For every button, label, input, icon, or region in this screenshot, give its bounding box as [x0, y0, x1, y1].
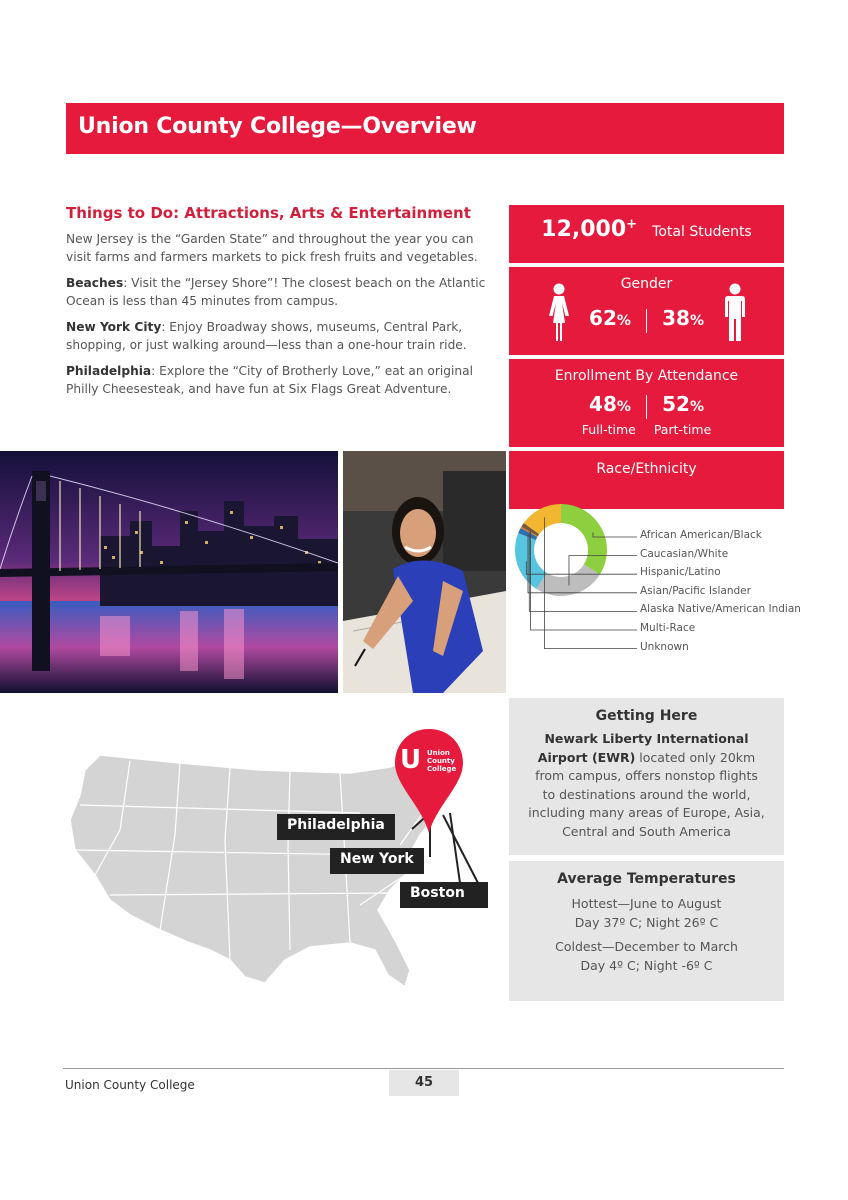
race-donut-chart — [509, 486, 644, 661]
legend-item: Multi-Race — [640, 621, 696, 634]
pin-text — [427, 749, 456, 773]
page-title: Union County College—Overview — [78, 114, 477, 139]
hottest-values: Day 37º C; Night 26º C — [574, 914, 719, 930]
footer-name: Union County College — [65, 1078, 195, 1092]
pct-sign: % — [616, 399, 631, 415]
legend-item: Asian/Pacific Islander — [640, 584, 751, 597]
female-pct — [589, 306, 631, 330]
things-heading: Things to Do: Attractions, Arts & Entertainment — [66, 204, 471, 222]
legend-item: Unknown — [640, 640, 689, 653]
things-intro: New Jersey is the “Garden State” and throughout the year you can visit farms and farmers markets to pick fresh fruits and vegetables. — [66, 232, 478, 264]
coldest-values: Day 4º C; Night -6º C — [580, 957, 713, 973]
temperatures-heading: Average Temperatures — [557, 871, 736, 887]
donut-slice-0 — [561, 504, 607, 575]
total-value: 12,000 — [541, 217, 627, 242]
race-legend — [640, 529, 801, 659]
fulltime-pct-value: 48 — [589, 392, 617, 416]
legend-item: Caucasian/White — [640, 547, 729, 560]
male-icon — [721, 283, 749, 343]
pin-line: College — [427, 765, 457, 773]
hottest-block — [509, 895, 784, 932]
college-pin-icon — [393, 727, 465, 837]
legend-item: Alaska Native/American Indian — [640, 603, 801, 616]
male-pct — [662, 306, 704, 330]
city-label-philadelphia: Philadelphia — [277, 814, 395, 840]
page-number: 45 — [389, 1070, 459, 1096]
gender-label: Gender — [620, 276, 673, 292]
airport-name: Newark Liberty International Airport (EWR) — [537, 731, 749, 765]
item-label: Beaches — [66, 276, 124, 290]
female-pct-value: 62 — [589, 306, 617, 330]
item-text: : Visit the “Jersey Shore”! The closest beach on the Atlantic Ocean is less than 45 minutes from campus. — [66, 276, 486, 308]
getting-here-text — [509, 730, 784, 841]
legend-item: African American/Black — [640, 529, 762, 541]
total-students-box — [509, 205, 784, 263]
donut-slice-1 — [536, 564, 599, 596]
pct-sign: % — [689, 399, 704, 415]
city-skyline-photo — [0, 451, 338, 693]
things-item-beaches — [66, 274, 498, 310]
airport-desc: located only 20km from campus, offers nonstop flights to destinations around the world, including many areas of Europe, Asia, Central and South America — [528, 749, 765, 839]
getting-here-heading: Getting Here — [595, 708, 698, 724]
pct-sign: % — [616, 313, 631, 329]
parttime-pct — [662, 392, 704, 416]
hottest-title: Hottest—June to August — [571, 896, 722, 911]
coldest-block — [509, 938, 784, 975]
legend-item: Hispanic/Latino — [640, 566, 721, 579]
getting-here-box — [509, 698, 784, 855]
donut-slices — [515, 504, 607, 596]
enrollment-box — [509, 359, 784, 447]
race-label: Race/Ethnicity — [596, 461, 697, 477]
fulltime-pct — [589, 392, 631, 416]
male-pct-value: 38 — [662, 306, 690, 330]
item-text: : Explore the “City of Brotherly Love,” eat an original Philly Cheesesteak, and have fun at Six Flags Great Adventure. — [66, 364, 473, 396]
parttime-pct-value: 52 — [662, 392, 690, 416]
parttime-label: Part-time — [653, 421, 712, 437]
pin-letter: U — [400, 745, 422, 775]
footer-divider — [63, 1068, 784, 1069]
student-photo — [343, 451, 506, 693]
things-to-do-section — [66, 204, 498, 406]
divider — [646, 395, 647, 419]
pin-line: Union — [427, 749, 450, 757]
coldest-title: Coldest—December to March — [555, 939, 738, 954]
enroll-label: Enrollment By Attendance — [554, 368, 739, 384]
total-plus: + — [626, 217, 638, 232]
city-label-boston: Boston — [400, 882, 488, 908]
item-label: New York City — [66, 320, 162, 334]
temperatures-box — [509, 861, 784, 1001]
title-bar — [66, 103, 784, 154]
total-label: Total Students — [652, 224, 752, 240]
divider — [646, 309, 647, 333]
pct-sign: % — [689, 313, 704, 329]
things-item-philadelphia — [66, 362, 498, 398]
things-item-nyc — [66, 318, 498, 354]
pin-line: County — [427, 757, 455, 765]
fulltime-label: Full-time — [581, 421, 636, 437]
city-label-new-york: New York — [330, 848, 424, 874]
female-icon — [545, 283, 573, 343]
gender-box — [509, 267, 784, 355]
item-text: : Enjoy Broadway shows, museums, Central Park, shopping, or just walking around—less than a one-hour train ride. — [66, 320, 467, 352]
item-label: Philadelphia — [66, 364, 152, 378]
